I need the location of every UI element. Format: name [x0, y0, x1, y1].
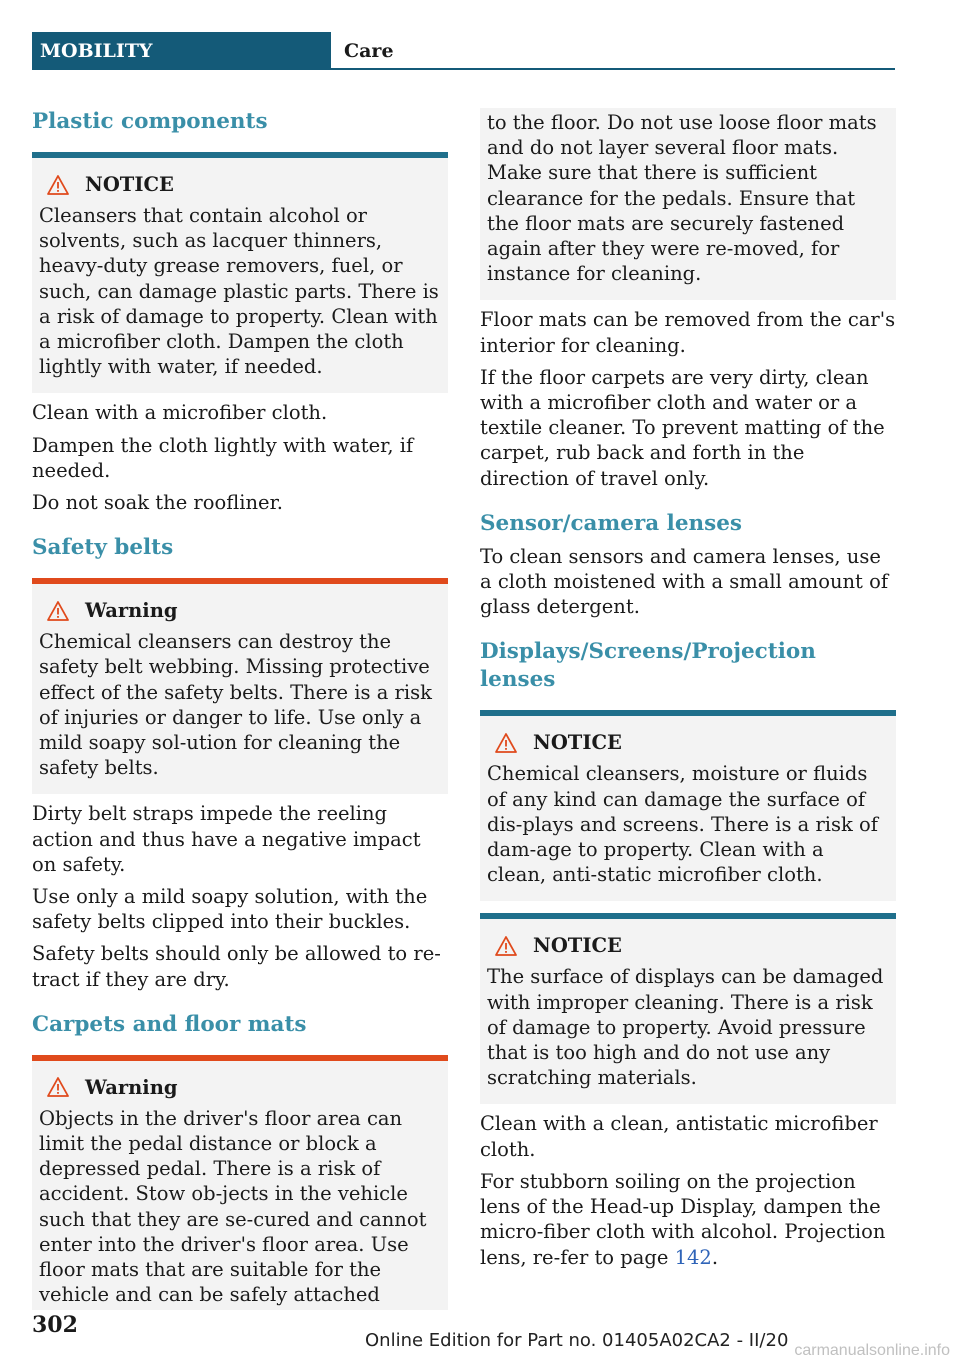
- warning-text: Objects in the driver's floor area can limit the pedal distance or block a depressed pedal. There is a risk of accident. Stow ob‐jects in the vehicle such that they are se‐cured and cannot enter into the driver's floor area. Use floor mats that are suitable for the vehicle and can be safely attached: [39, 1106, 427, 1307]
- left-column: [32, 108, 448, 1310]
- notice-box-displays-2: [480, 913, 896, 1104]
- heading-carpets-floor-mats: Carpets and floor mats: [32, 1011, 307, 1037]
- watermark: carmanualsonline.info: [794, 1342, 950, 1359]
- right-column: [480, 108, 896, 1277]
- heading-sensor-camera-lenses: Sensor/camera lenses: [480, 510, 743, 536]
- notice-title: NOTICE: [533, 934, 622, 958]
- warning-title: Warning: [85, 1075, 178, 1099]
- notice-box-plastic: [32, 152, 448, 393]
- warning-text: Chemical cleansers can destroy the safety belt webbing. Missing protective effect of the safety belts. There is a risk of injuries or danger to life. Use only a mild soapy sol‐ution for cleaning the safety belts.: [39, 630, 432, 780]
- warning-box-carpets-continued: [480, 108, 896, 300]
- warning-triangle-icon: [47, 175, 69, 195]
- paragraph: If the floor carpets are very dirty, clean with a microfiber cloth and water or a textile cleaner. To prevent matting of the carpet, rub back and forth in the direction of travel only.: [480, 365, 885, 490]
- paragraph: Dampen the cloth lightly with water, if needed.: [32, 433, 414, 482]
- warning-triangle-icon: [47, 1077, 69, 1097]
- notice-text: Cleansers that contain alcohol or solvents, such as lacquer thinners, heavy-duty grease removers, fuel, or such, can damage plastic parts. There is a risk of damage to property. Clean with a microfiber cloth. Dampen the cloth lightly with water, if needed.: [39, 204, 439, 379]
- paragraph-end: .: [711, 1245, 719, 1269]
- paragraph: Use only a mild soapy solution, with the safety belts clipped into their buckles.: [32, 885, 428, 934]
- notice-text: Chemical cleansers, moisture or fluids of any kind can damage the surface of dis‐plays and screens. There is a risk of dam‐age to property. Clean with a clean, anti‐static microfiber cloth.: [487, 762, 879, 887]
- chapter-label: Care: [344, 40, 394, 62]
- notice-title: NOTICE: [85, 172, 174, 196]
- paragraph: Clean with a clean, antistatic microfiber cloth.: [480, 1112, 878, 1161]
- paragraph-text: For stubborn soiling on the projection lens of the Head-up Display, dampen the micro‐fiber cloth with alcohol. Projection lens, re‐fer to page: [480, 1169, 886, 1269]
- paragraph: Do not soak the roofliner.: [32, 491, 283, 515]
- warning-triangle-icon: [47, 601, 69, 621]
- warning-box-carpets: [32, 1055, 448, 1310]
- heading-displays: Displays/Screens/Projection lenses: [480, 639, 816, 693]
- paragraph: Clean with a microfiber cloth.: [32, 401, 328, 425]
- notice-box-displays-1: [480, 710, 896, 901]
- warning-triangle-icon: [495, 936, 517, 956]
- notice-title: NOTICE: [533, 731, 622, 755]
- page-reference-link[interactable]: 142: [674, 1245, 712, 1269]
- notice-text: The surface of displays can be damaged with improper cleaning. There is a risk of damage to property. Avoid pressure that is too high and do not use any scratching materials.: [487, 965, 884, 1090]
- warning-box-belts: [32, 578, 448, 794]
- section-label: MOBILITY: [32, 32, 331, 70]
- heading-safety-belts: Safety belts: [32, 535, 174, 561]
- heading-plastic-components: Plastic components: [32, 109, 268, 134]
- paragraph: [480, 1169, 896, 1270]
- page-header: [32, 32, 895, 70]
- paragraph: Floor mats can be removed from the car's interior for cleaning.: [480, 308, 896, 357]
- edition-footer: Online Edition for Part no. 01405A02CA2 - II/20: [365, 1330, 789, 1351]
- paragraph: To clean sensors and camera lenses, use a cloth moistened with a small amount of glass detergent.: [480, 544, 889, 619]
- paragraph: Safety belts should only be allowed to re‐tract if they are dry.: [32, 942, 441, 991]
- header-rule: [331, 68, 895, 70]
- page-number: 302: [32, 1312, 78, 1338]
- warning-triangle-icon: [495, 733, 517, 753]
- paragraph: Dirty belt straps impede the reeling action and thus have a negative impact on safety.: [32, 802, 421, 876]
- warning-text: to the floor. Do not use loose floor mats and do not layer several floor mats. Make sure that there is sufficient clearance for the pedals. Ensure that the floor mats are securely fastened again after they were re‐moved, for instance for cleaning.: [487, 111, 877, 286]
- warning-title: Warning: [85, 599, 178, 623]
